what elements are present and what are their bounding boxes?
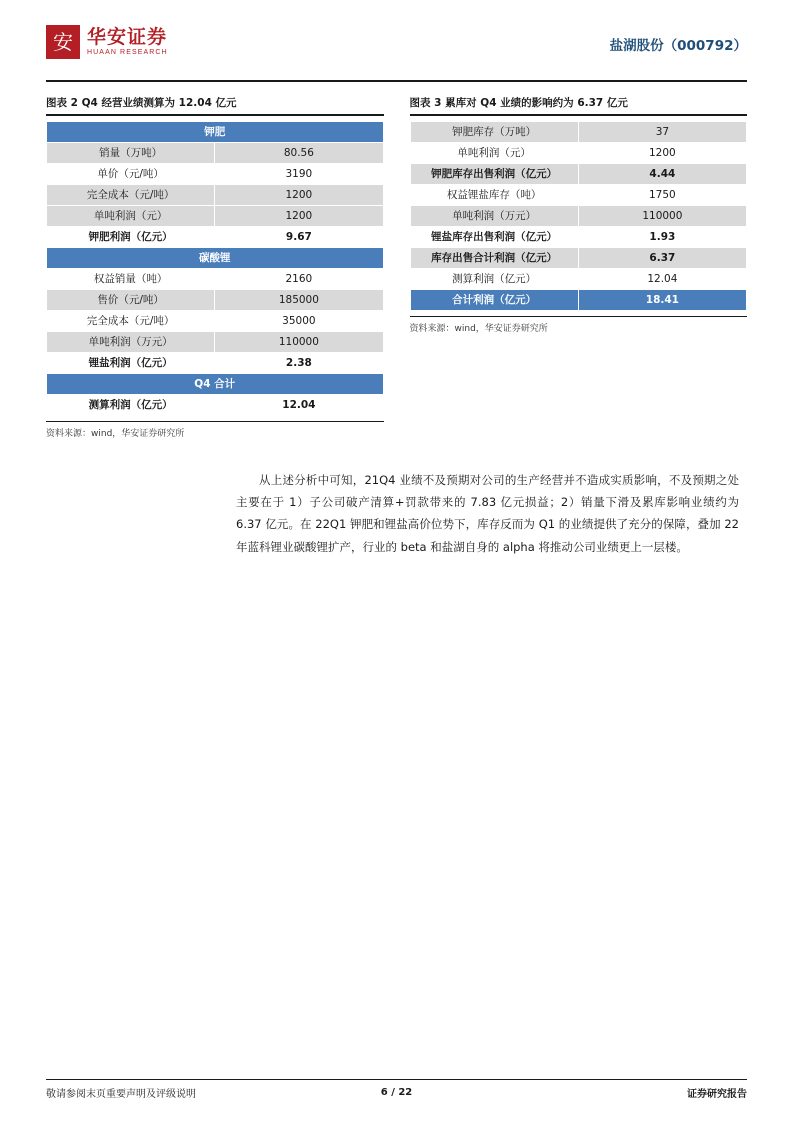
table-row — [410, 226, 747, 247]
table-row — [410, 205, 747, 226]
table-row — [47, 352, 384, 373]
footer-page-number: 6 / 22 — [380, 1087, 413, 1098]
row-label: 单吨利润（元） — [47, 205, 215, 226]
table-row — [47, 184, 384, 205]
row-value: 1.93 — [578, 226, 746, 247]
row-label: 单吨利润（万元） — [47, 331, 215, 352]
header-stock-name: 盐湖股份（000792） — [609, 38, 747, 54]
row-label: 单吨利润（元） — [410, 142, 578, 163]
logo-company-name-cn: 华安证券 — [87, 25, 168, 48]
footer-report-label: 证券研究报告 — [687, 1089, 747, 1100]
table-row — [47, 142, 384, 163]
header-divider — [46, 80, 747, 82]
row-label: 锂盐库存出售利润（亿元） — [410, 226, 578, 247]
row-value: 185000 — [215, 289, 383, 310]
figure-left-title-rule — [46, 114, 384, 116]
row-label: 单价（元/吨） — [47, 163, 215, 184]
row-label: 钾肥库存（万吨） — [410, 121, 578, 142]
figure-left-table — [46, 121, 384, 416]
table-row — [410, 142, 747, 163]
table-row — [410, 289, 747, 310]
row-value: 2160 — [215, 268, 383, 289]
table-row — [47, 373, 384, 394]
table-row — [47, 310, 384, 331]
row-value: 37 — [578, 121, 746, 142]
figures-section — [46, 95, 747, 439]
brand-logo — [46, 19, 168, 59]
row-label: 销量（万吨） — [47, 142, 215, 163]
table-row — [47, 226, 384, 247]
logo-company-name-en: HUAAN RESEARCH — [87, 49, 168, 57]
table-row — [47, 205, 384, 226]
row-value: 12.04 — [578, 268, 746, 289]
table-row — [410, 184, 747, 205]
table-row — [47, 163, 384, 184]
footer-disclaimer: 敬请参阅末页重要声明及评级说明 — [46, 1089, 196, 1100]
logo-text-block — [87, 25, 168, 57]
row-label: 钾肥利润（亿元） — [47, 226, 215, 247]
row-value: 80.56 — [215, 142, 383, 163]
table-row — [47, 289, 384, 310]
row-value: 110000 — [215, 331, 383, 352]
table-row — [47, 247, 384, 268]
figure-right-title: 图表 3 累库对 Q4 业绩的影响约为 6.37 亿元 — [409, 97, 628, 109]
figure-right-table — [410, 121, 748, 311]
figure-left-title: 图表 2 Q4 经营业绩测算为 12.04 亿元 — [46, 97, 237, 109]
row-value: 2.38 — [215, 352, 383, 373]
body-text — [236, 469, 739, 559]
row-label: 售价（元/吨） — [47, 289, 215, 310]
footer-divider — [46, 1079, 747, 1080]
table-row — [410, 268, 747, 289]
row-value: 110000 — [578, 205, 746, 226]
row-value: 18.41 — [578, 289, 746, 310]
row-label: 单吨利润（万元） — [410, 205, 578, 226]
row-value: 6.37 — [578, 247, 746, 268]
figure-right-source: 资料来源：wind，华安证券研究所 — [410, 316, 748, 334]
table-row — [410, 247, 747, 268]
row-label: 钾肥库存出售利润（亿元） — [410, 163, 578, 184]
figure-left — [46, 95, 384, 439]
row-value: 1200 — [215, 184, 383, 205]
row-value: 9.67 — [215, 226, 383, 247]
row-label: 合计利润（亿元） — [410, 289, 578, 310]
row-value: 35000 — [215, 310, 383, 331]
row-value: 4.44 — [578, 163, 746, 184]
table-row — [47, 121, 384, 142]
figure_left-section-header: 碳酸锂 — [47, 247, 384, 268]
page-header — [46, 0, 747, 78]
row-label: 库存出售合计利润（亿元） — [410, 247, 578, 268]
row-value: 1200 — [578, 142, 746, 163]
figure_left-section-header: 钾肥 — [47, 121, 384, 142]
row-label: 权益销量（吨） — [47, 268, 215, 289]
table-row — [47, 394, 384, 415]
body-paragraph: 从上述分析中可知，21Q4 业绩不及预期对公司的生产经营并不造成实质影响，不及预期之处主要在于 1）子公司破产清算+罚款带来的 7.83 亿元损益；2）销量下滑及累库影响业绩约为 6.37 亿元。在 22Q1 钾肥和锂盐高价位势下，库存反而为 Q1 的业绩提供了充分的保障，叠加 22 年蓝科锂业碳酸锂扩产，行业的 beta 和盐湖自身的 alpha 将推动公司业绩更上一层楼。 — [236, 472, 739, 554]
figure-left-source: 资料来源：wind，华安证券研究所 — [46, 421, 384, 439]
figure-right-title-rule — [410, 114, 748, 116]
table-row — [410, 121, 747, 142]
row-value: 12.04 — [215, 394, 383, 415]
row-label: 锂盐利润（亿元） — [47, 352, 215, 373]
row-label: 测算利润（亿元） — [47, 394, 215, 415]
row-label: 完全成本（元/吨） — [47, 184, 215, 205]
row-value: 3190 — [215, 163, 383, 184]
footer-row — [46, 1085, 747, 1100]
row-value: 1200 — [215, 205, 383, 226]
table-row — [410, 163, 747, 184]
row-label: 权益锂盐库存（吨） — [410, 184, 578, 205]
page-footer — [46, 1079, 747, 1100]
row-value: 1750 — [578, 184, 746, 205]
logo-seal-icon: 安 — [46, 25, 80, 59]
table-row — [47, 331, 384, 352]
figure-right — [410, 95, 748, 439]
figure_left-section-header: Q4 合计 — [47, 373, 384, 394]
row-label: 完全成本（元/吨） — [47, 310, 215, 331]
row-label: 测算利润（亿元） — [410, 268, 578, 289]
table-row — [47, 268, 384, 289]
